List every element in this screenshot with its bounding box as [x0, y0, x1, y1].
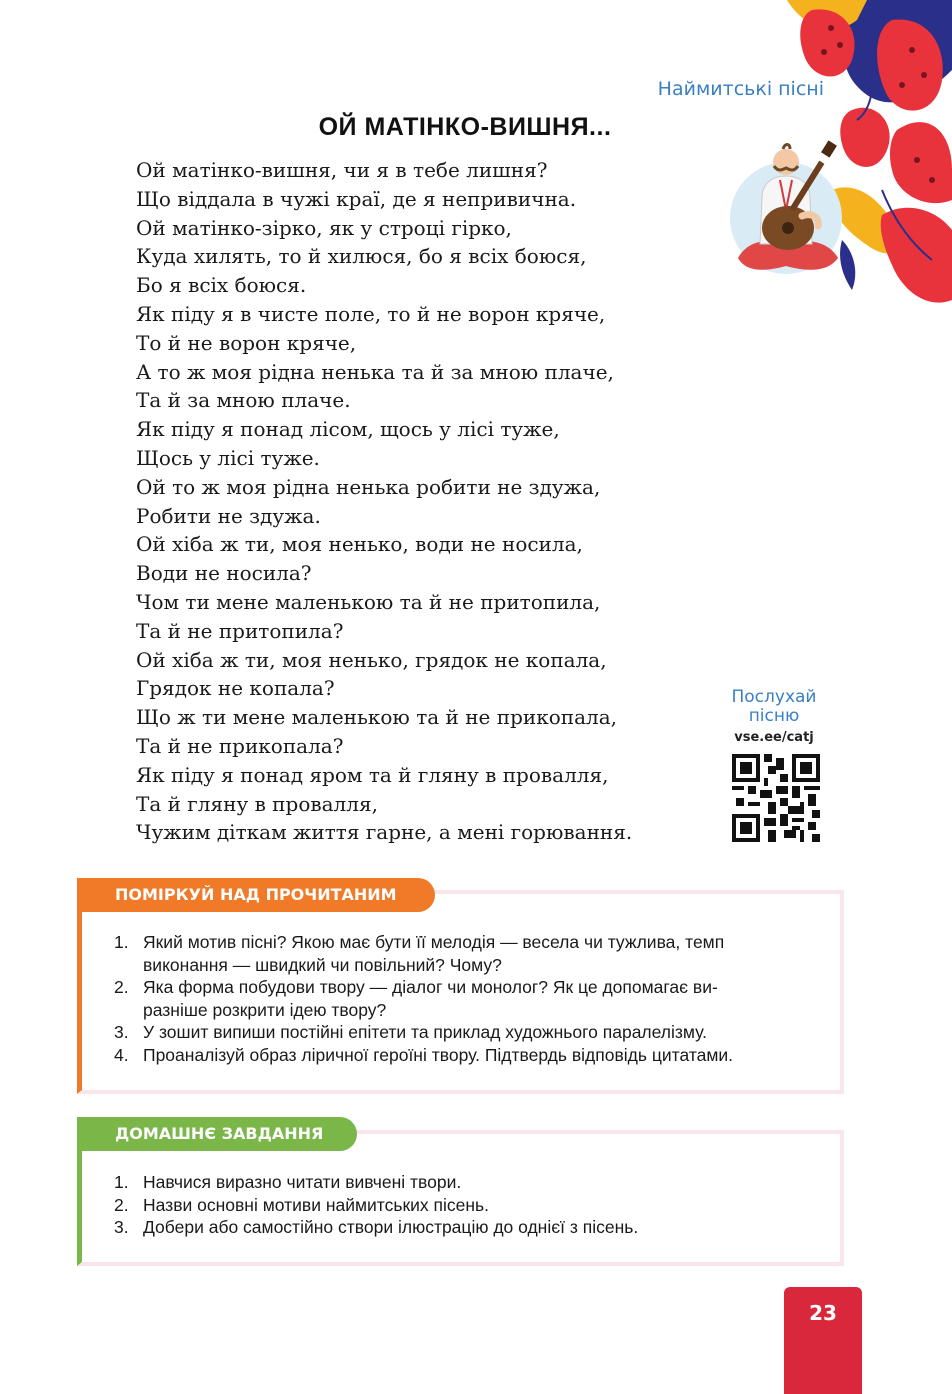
task-item [112, 1194, 812, 1217]
task-text-line: Навчися виразно читати вивчені твори. [143, 1172, 462, 1192]
task-text-line: Добери або самостійно створи ілюстрацію до однієї з пісень. [143, 1217, 639, 1238]
task-item [112, 1044, 812, 1067]
poem-line: Чужим діткам життя гарне, а мені горювання. [136, 820, 633, 845]
task-item [112, 1216, 812, 1239]
poem-line: Що ж ти мене маленькою та й не прикопала, [136, 705, 617, 730]
poem-line: Ой хіба ж ти, моя ненько, грядок не копала, [136, 647, 607, 672]
homework-task-list [112, 1171, 812, 1239]
think-heading: ПОМІРКУЙ НАД ПРОЧИТАНИМ [77, 878, 435, 912]
task-text-line: разніше розкрити ідею твору? [143, 999, 387, 1020]
task-item [112, 1021, 812, 1044]
poem-line: Як піду я понад яром та й гляну в провалля, [136, 762, 609, 787]
poem-line: Води не носила? [136, 561, 312, 586]
homework-heading: ДОМАШНЄ ЗАВДАННЯ [77, 1117, 357, 1151]
task-text-line: Яка форма побудови твору — діалог чи монолог? Як це допомагає ви- [143, 977, 718, 998]
poem-line: Чом ти мене маленькою та й не притопила, [136, 589, 601, 614]
poem-line: Ой хіба ж ти, моя ненько, води не носила, [136, 532, 583, 557]
poem-line: Щось у лісі туже. [136, 445, 320, 470]
poem-line: Як піду я в чисте поле, то й не ворон кряче, [136, 301, 606, 326]
poem-line: Та й не притопила? [136, 618, 344, 643]
task-item [112, 976, 812, 1021]
poem-line: То й не ворон кряче, [136, 330, 357, 355]
poem-line: Ой матінко-вишня, чи я в тебе лишня? [136, 158, 548, 182]
task-number: 1. [114, 932, 129, 952]
poem-line: Та й за мною плаче. [136, 388, 351, 413]
task-number: 2. [114, 977, 129, 998]
poem-line: Що віддала в чужі краї, де я непривична. [136, 186, 577, 211]
page-number: 23 [784, 1287, 862, 1394]
listen-url[interactable]: vse.ee/catj [734, 730, 814, 745]
task-number: 1. [114, 1172, 129, 1192]
poem-line: Та й гляну в провалля, [136, 791, 378, 816]
qr-code[interactable] [732, 754, 820, 842]
poem-line: Та й не прикопала? [136, 733, 344, 758]
poem-line: Робити не здужа. [136, 503, 321, 528]
section-label: Наймитські пісні [657, 78, 824, 100]
task-text-line: Назви основні мотиви наймитських пісень. [143, 1194, 490, 1215]
listen-callout [722, 688, 826, 745]
poem-title: ОЙ МАТІНКО-ВИШНЯ... [318, 113, 612, 141]
task-text-line: Проаналізуй образ ліричної героїні твору. Підтвердь відповідь цитатами. [143, 1044, 734, 1065]
poem-text [136, 156, 736, 847]
listen-title-line2: пісню [748, 706, 800, 726]
think-task-list [112, 931, 812, 1067]
task-number: 2. [114, 1194, 129, 1215]
poem-line: Ой матінко-зірко, як у строці гірко, [136, 215, 512, 240]
poem-line: Як піду я понад лісом, щось у лісі туже, [136, 417, 560, 442]
poem-line: Ой то ж моя рідна ненька робити не здужа, [136, 474, 601, 499]
task-item [112, 931, 812, 976]
poem-line: Грядок не копала? [136, 676, 335, 701]
poem-line: А то ж моя рідна ненька та й за мною плаче, [136, 359, 614, 384]
task-text-line: виконання — швидкий чи повільний? Чому? [143, 954, 502, 975]
task-number: 3. [114, 1022, 129, 1043]
task-item [112, 1171, 812, 1194]
task-number: 3. [114, 1217, 129, 1238]
poem-line: Куда хилять, то й хилюся, бо я всіх боюся, [136, 244, 587, 269]
kobza-player-illustration [728, 140, 852, 280]
poem-line: Бо я всіх боюся. [136, 273, 307, 298]
task-number: 4. [114, 1044, 129, 1065]
task-text-line: Який мотив пісні? Якою має бути її мелодія — весела чи тужлива, темп [143, 932, 725, 952]
listen-title-line1: Послухай [731, 687, 817, 707]
task-text-line: У зошит випиши постійні епітети та приклад художнього паралелізму. [143, 1022, 707, 1043]
